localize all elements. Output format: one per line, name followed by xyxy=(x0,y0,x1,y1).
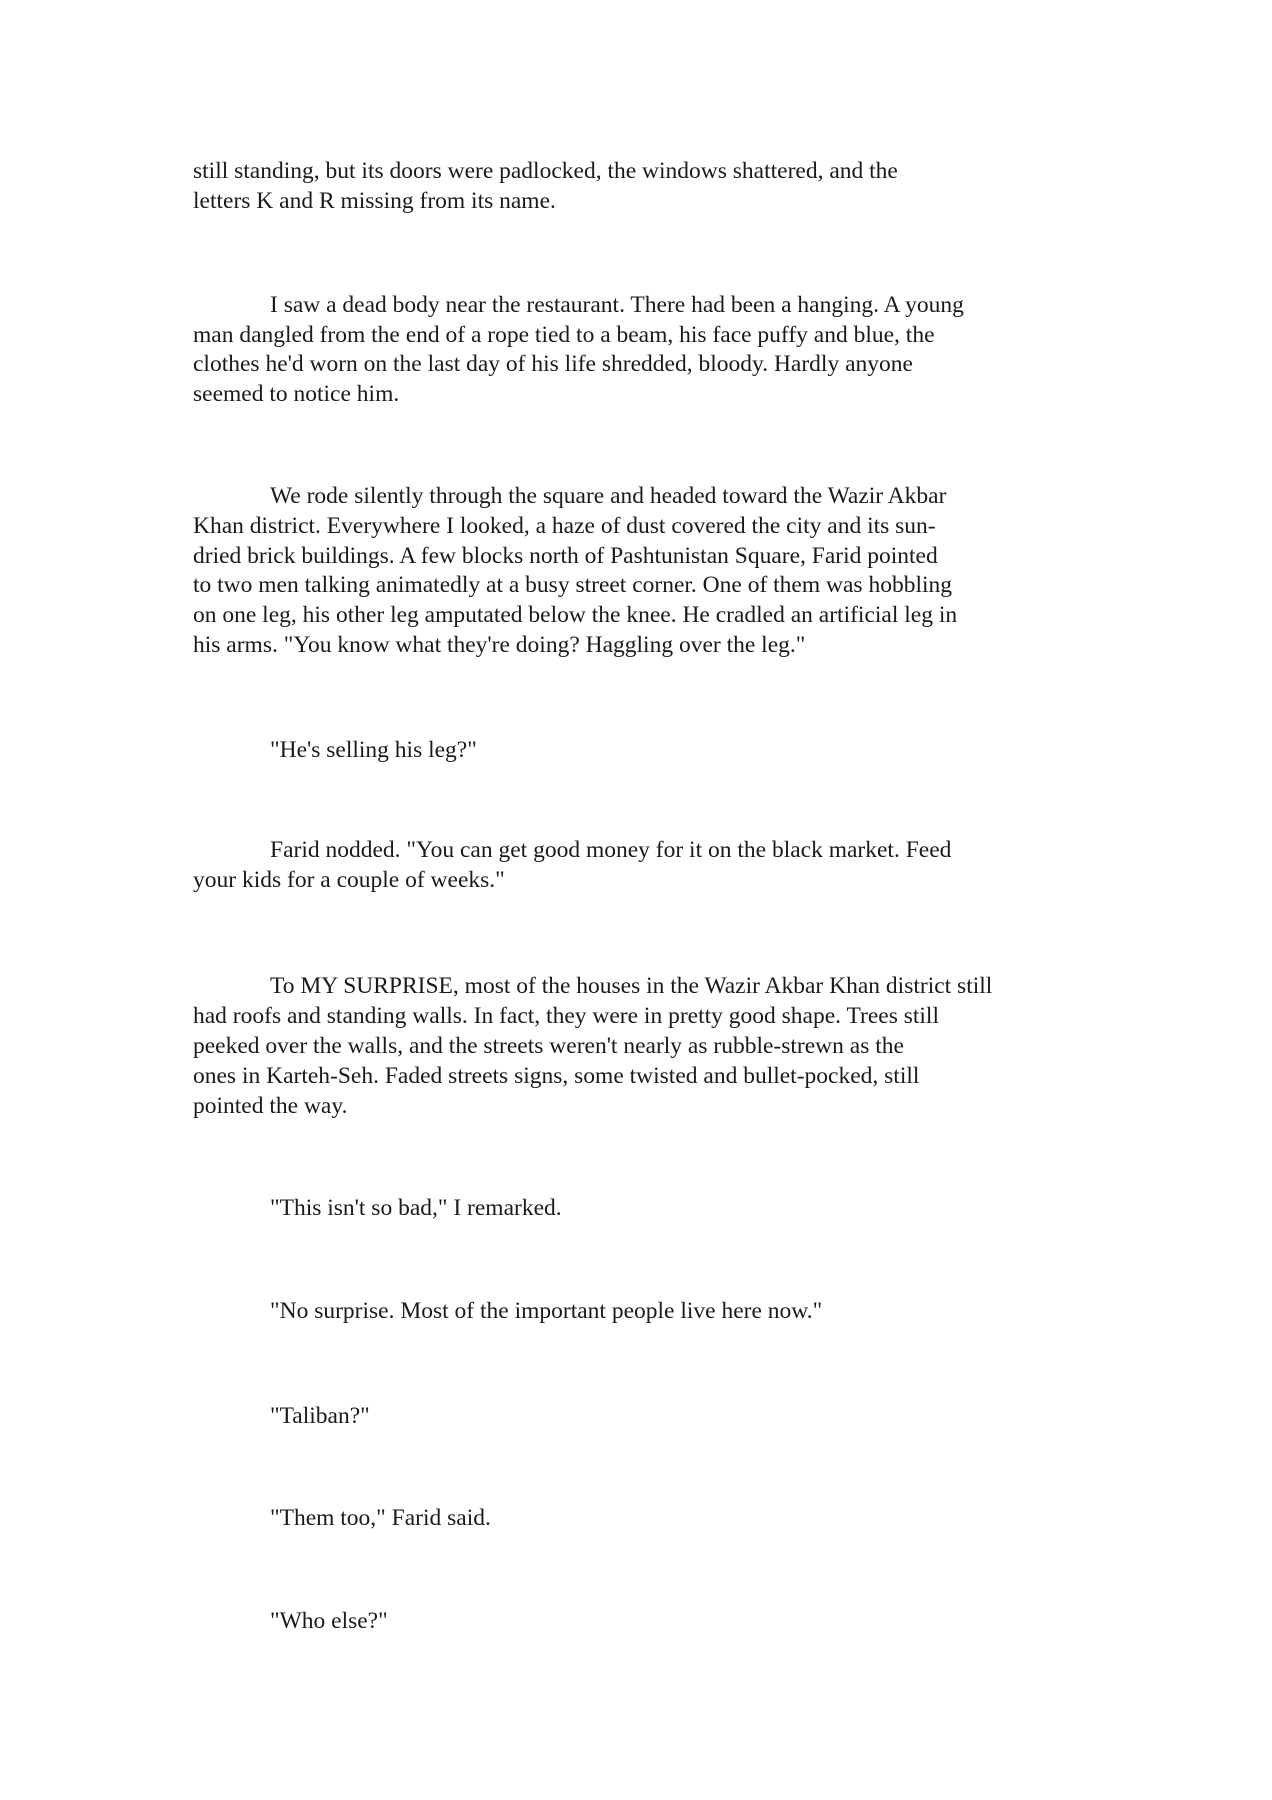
text-line: "No surprise. Most of the important people live here now." xyxy=(270,1298,823,1324)
text-line: peeked over the walls, and the streets weren't nearly as rubble-strewn as the xyxy=(193,1033,904,1059)
text-line: dried brick buildings. A few blocks north of Pashtunistan Square, Farid pointed xyxy=(193,542,938,569)
text-line: I saw a dead body near the restaurant. There had been a hanging. A young xyxy=(270,292,964,318)
text-line: "This isn't so bad," I remarked. xyxy=(270,1195,562,1221)
text-line: "He's selling his leg?" xyxy=(270,737,477,763)
text-line: on one leg, his other leg amputated below the knee. He cradled an artificial leg in xyxy=(193,602,958,629)
text-line: "Taliban?" xyxy=(270,1403,370,1429)
text-line: Farid nodded. "You can get good money for it on the black market. Feed xyxy=(270,837,952,863)
text-line: To MY SURPRISE, most of the houses in the Wazir Akbar Khan district still xyxy=(270,973,993,999)
text-line: your kids for a couple of weeks." xyxy=(193,867,505,893)
text-line: man dangled from the end of a rope tied to a beam, his face puffy and blue, the xyxy=(193,321,935,348)
text-line: Khan district. Everywhere I looked, a haze of dust covered the city and its sun- xyxy=(193,512,936,539)
text-line: still standing, but its doors were padlocked, the windows shattered, and the xyxy=(193,158,898,184)
text-line: had roofs and standing walls. In fact, they were in pretty good shape. Trees still xyxy=(193,1003,939,1029)
text-line: We rode silently through the square and headed toward the Wazir Akbar xyxy=(270,483,947,509)
text-line: his arms. "You know what they're doing? Haggling over the leg." xyxy=(193,632,806,658)
text-line: to two men talking animatedly at a busy street corner. One of them was hobbling xyxy=(193,572,952,599)
text-line: clothes he'd worn on the last day of his life shredded, bloody. Hardly anyone xyxy=(193,351,913,377)
text-line: letters K and R missing from its name. xyxy=(193,188,556,214)
text-line: seemed to notice him. xyxy=(193,380,400,407)
text-line: "Them too," Farid said. xyxy=(270,1505,491,1531)
text-line: "Who else?" xyxy=(270,1608,388,1634)
text-line: ones in Karteh-Seh. Faded streets signs, some twisted and bullet-pocked, still xyxy=(193,1063,920,1089)
text-line: pointed the way. xyxy=(193,1093,348,1119)
